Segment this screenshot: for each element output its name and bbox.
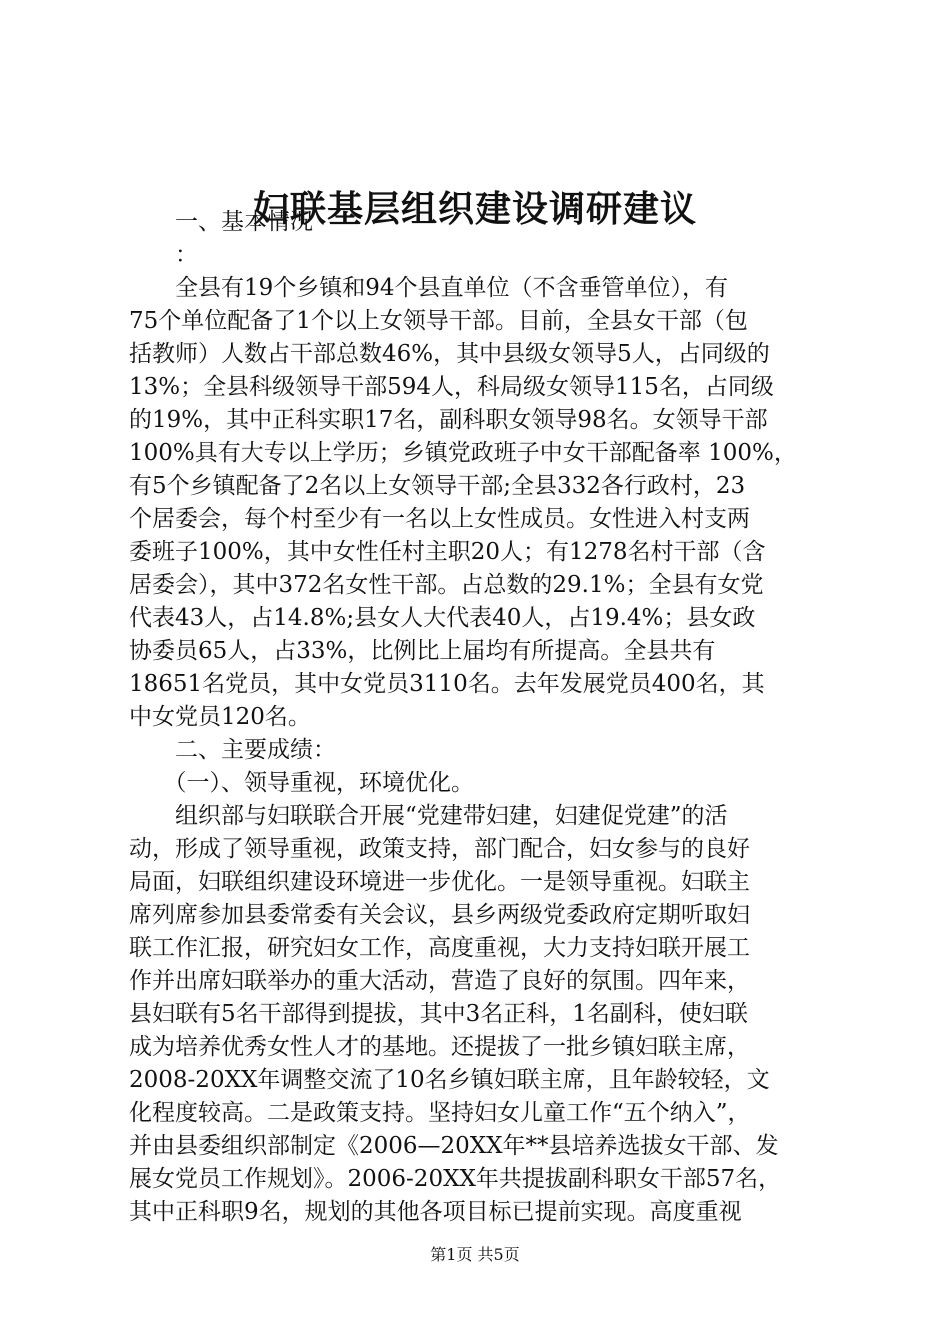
body-line: 委班子100%，其中女性任村主职20人；有1278名村干部（含 (129, 539, 766, 565)
body-line: 中女党员120名。 (129, 704, 311, 730)
page-footer: 第1页 共5页 (430, 1245, 520, 1264)
body-line: 联工作汇报，研究妇女工作，高度重视，大力支持妇联开展工 (129, 935, 750, 961)
body-line: 二、主要成绩： (129, 737, 336, 763)
body-line: 居委会），其中372名女性干部。占总数的29.1%；全县有女党 (129, 572, 764, 598)
body-line: 组织部与妇联联合开展“党建带妇建，妇建促党建”的活 (129, 803, 728, 829)
body-line: 75个单位配备了1个以上女领导干部。目前，全县女干部（包 (129, 308, 748, 334)
body-line: 全县有19个乡镇和94个县直单位（不含垂管单位），有 (129, 275, 729, 301)
body-line: 作并出席妇联举办的重大活动，营造了良好的氛围。四年来， (129, 968, 750, 994)
body-line: 展女党员工作规划》。2006-20XX年共提拔副科职女干部57名， (129, 1166, 782, 1192)
body-line: 化程度较高。二是政策支持。坚持妇女儿童工作“五个纳入”， (129, 1100, 751, 1126)
body-line: 18651名党员，其中女党员3110名。去年发展党员400名，其 (129, 671, 765, 697)
document-title: 妇联基层组织建设调研建议 (252, 188, 697, 230)
body-line: ： (129, 242, 198, 268)
body-line: 席列席参加县委常委有关会议，县乡两级党委政府定期听取妇 (129, 902, 750, 928)
body-line: 有5个乡镇配备了2名以上女领导干部;全县332各行政村，23 (129, 473, 746, 499)
body-line: 局面，妇联组织建设环境进一步优化。一是领导重视。妇联主 (129, 869, 750, 895)
body-line: 成为培养优秀女性人才的基地。还提拔了一批乡镇妇联主席， (129, 1034, 750, 1060)
body-line: 动，形成了领导重视，政策支持，部门配合，妇女参与的良好 (129, 836, 750, 862)
body-line: 其中正科职9名，规划的其他各项目标已提前实现。高度重视 (129, 1199, 742, 1225)
body-line: （一）、领导重视，环境优化。 (129, 770, 474, 796)
body-line: 括教师）人数占干部总数46%，其中县级女领导5人，占同级的 (129, 341, 770, 367)
body-line: 的19%，其中正科实职17名，副科职女领导98名。女领导干部 (129, 407, 768, 433)
body-line: 13%；全县科级领导干部594人，科局级女领导115名，占同级 (129, 374, 774, 400)
body-line: 协委员65人，占33%，比例比上届均有所提高。全县共有 (129, 638, 716, 664)
body-line: 并由县委组织部制定《2006—20XX年**县培养选拔女干部、发 (129, 1133, 779, 1159)
body-line: 100%具有大专以上学历；乡镇党政班子中女干部配备率 100%， (129, 440, 797, 466)
document-body (129, 206, 834, 1229)
body-line: 一、基本情况 (129, 209, 313, 235)
body-line: 个居委会，每个村至少有一名以上女性成员。女性进入村支两 (129, 506, 750, 532)
body-line: 代表43人，占14.8%;县女人大代表40人，占19.4%；县女政 (129, 605, 756, 631)
body-line: 2008-20XX年调整交流了10名乡镇妇联主席，且年龄较轻，文 (129, 1067, 770, 1093)
body-line: 县妇联有5名干部得到提拔，其中3名正科，1名副科，使妇联 (129, 1001, 748, 1027)
